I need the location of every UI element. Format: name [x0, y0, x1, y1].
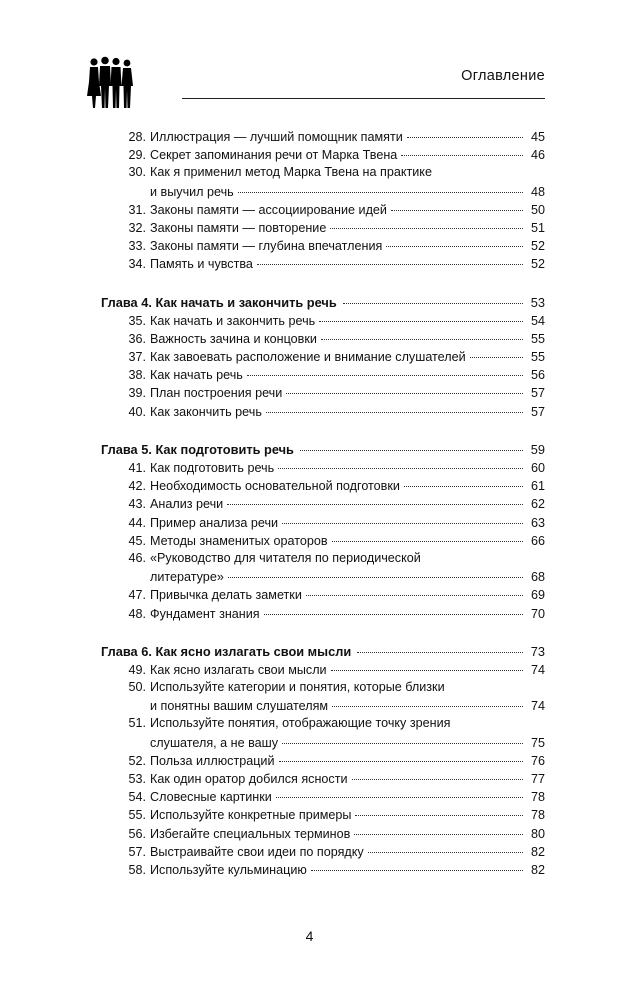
entry-page: 51 — [530, 220, 545, 235]
entry-page: 57 — [530, 386, 545, 401]
entry-title: Анализ речи — [150, 497, 224, 512]
entry-number: 34. — [128, 257, 146, 272]
chapter-page: 73 — [530, 643, 545, 659]
dot-leader — [401, 142, 523, 156]
dot-leader — [227, 491, 523, 505]
entry-page: 55 — [530, 350, 545, 365]
entry-number: 37. — [128, 350, 146, 365]
entry-title: Как подготовить речь — [150, 461, 275, 475]
dot-leader — [425, 546, 523, 559]
dot-leader — [279, 748, 524, 762]
entry-title: Важность зачина и концовки — [150, 331, 317, 346]
dot-leader — [331, 657, 523, 671]
entry-title: Необходимость основательной подготовки — [150, 479, 400, 494]
entry-page: 52 — [530, 257, 545, 272]
dot-leader — [355, 802, 523, 816]
entry-title: Законы памяти — повторение — [150, 220, 327, 235]
dot-leader — [352, 766, 523, 780]
entry-title: Пример анализа речи — [150, 515, 279, 530]
dot-leader — [278, 455, 523, 469]
entry-page: 63 — [530, 515, 545, 530]
entry-number: 29. — [128, 148, 146, 163]
entry-page: 69 — [530, 588, 545, 603]
entry-title: Иллюстрация — лучший помощник памяти — [150, 130, 403, 144]
dot-leader — [332, 528, 523, 542]
toc-entry — [101, 254, 545, 272]
entry-title: Избегайте специальных терминов — [150, 826, 351, 841]
entry-number: 54. — [128, 790, 146, 805]
entry-title: План построения речи — [150, 386, 283, 401]
entry-page: 45 — [530, 130, 545, 144]
entry-page: 57 — [530, 404, 545, 419]
dot-leader — [319, 308, 523, 322]
entry-number: 38. — [128, 368, 146, 383]
dot-leader — [449, 675, 523, 688]
toc-entry — [101, 402, 545, 420]
entry-number: 45. — [128, 533, 146, 548]
entry-number: 56. — [128, 826, 146, 841]
dot-leader — [343, 290, 523, 304]
entry-page: 80 — [530, 826, 545, 841]
entry-page: 76 — [530, 753, 545, 768]
entry-title: Используйте категории и понятия, которые близки — [150, 680, 445, 695]
entry-title: Фундамент знания — [150, 606, 260, 621]
entry-number: 28. — [128, 130, 146, 144]
dot-leader — [238, 179, 523, 193]
entry-page: 55 — [530, 331, 545, 346]
entry-title: Законы памяти — ассоциирование идей — [150, 202, 387, 217]
dot-leader — [266, 399, 523, 413]
entry-page: 62 — [530, 497, 545, 512]
entry-page: 68 — [530, 570, 545, 585]
entry-number: 52. — [128, 753, 146, 768]
entry-title: «Руководство для читателя по периодической — [150, 550, 421, 565]
table-of-contents — [101, 127, 545, 878]
entry-title: Польза иллюстраций — [150, 753, 275, 768]
entry-title: Используйте кульминацию — [150, 862, 307, 877]
dot-leader — [436, 160, 523, 173]
dot-leader — [368, 839, 523, 853]
dot-leader — [330, 215, 523, 229]
entry-title: слушателя, а не вашу — [150, 735, 279, 750]
entry-page: 82 — [530, 844, 545, 859]
dot-leader — [282, 510, 523, 524]
entry-title: Как ясно излагать свои мысли — [150, 662, 327, 677]
entry-page: 56 — [530, 368, 545, 383]
dot-leader — [386, 233, 523, 247]
entry-page: 75 — [530, 735, 545, 750]
dot-leader — [407, 124, 523, 138]
entry-number: 44. — [128, 515, 146, 530]
header-title: Оглавление — [461, 68, 545, 84]
entry-title: Используйте понятия, отображающие точку зрения — [150, 716, 451, 731]
entry-title: Как закончить речь — [150, 404, 262, 419]
entry-page: 54 — [530, 313, 545, 328]
entry-page: 52 — [530, 239, 545, 254]
entry-title: Как начать и закончить речь — [150, 313, 316, 328]
dot-leader — [391, 197, 523, 211]
entry-number: 41. — [128, 461, 146, 475]
entry-page: 77 — [530, 772, 545, 786]
entry-page: 50 — [530, 202, 545, 217]
entry-number: 51. — [128, 716, 146, 731]
chapter-page: 59 — [530, 441, 545, 457]
entry-page: 60 — [530, 461, 545, 475]
entry-page: 46 — [530, 148, 545, 163]
dot-leader — [247, 362, 523, 376]
dot-leader — [332, 693, 523, 707]
entry-number: 31. — [128, 202, 146, 217]
page-number: 4 — [305, 928, 314, 944]
dot-leader — [300, 437, 523, 451]
entry-number: 50. — [128, 680, 146, 695]
dot-leader — [311, 857, 523, 871]
entry-page: 70 — [530, 606, 545, 621]
entry-number: 58. — [128, 862, 146, 877]
dot-leader — [264, 601, 523, 615]
entry-number: 46. — [128, 550, 146, 565]
entry-title: и выучил речь — [150, 184, 234, 199]
entry-title: Словесные картинки — [150, 790, 272, 805]
dot-leader — [282, 730, 523, 744]
dot-leader — [228, 564, 523, 578]
entry-title: Как начать речь — [150, 368, 243, 383]
header-rule — [182, 98, 545, 99]
toc-entry — [101, 860, 545, 878]
entry-number: 47. — [128, 588, 146, 603]
entry-number: 55. — [128, 808, 146, 823]
entry-number: 57. — [128, 844, 146, 859]
entry-title: Память и чувства — [150, 257, 253, 272]
chapter-page: 53 — [530, 294, 545, 310]
chapter-title: Глава 4. Как начать и закончить речь — [101, 294, 337, 310]
entry-number: 35. — [128, 313, 146, 328]
entry-title: Используйте конкретные примеры — [150, 808, 352, 823]
entry-number: 33. — [128, 239, 146, 254]
toc-entry — [101, 604, 545, 622]
entry-title: Методы знаменитых ораторов — [150, 533, 328, 548]
dot-leader — [286, 380, 523, 394]
entry-number: 40. — [128, 404, 146, 419]
entry-page: 78 — [530, 808, 545, 823]
entry-number: 39. — [128, 386, 146, 401]
entry-title: Законы памяти — глубина впечатления — [150, 239, 383, 254]
dot-leader — [306, 582, 523, 596]
dot-leader — [470, 344, 523, 358]
entry-number: 53. — [128, 772, 146, 786]
chapter-title: Глава 5. Как подготовить речь — [101, 441, 294, 457]
entry-page: 48 — [530, 184, 545, 199]
dot-leader — [354, 821, 523, 835]
dot-leader — [454, 711, 523, 724]
entry-page: 61 — [530, 479, 545, 494]
entry-number: 49. — [128, 662, 146, 677]
entry-page: 82 — [530, 862, 545, 877]
entry-number: 36. — [128, 331, 146, 346]
entry-title: Привычка делать заметки — [150, 588, 302, 603]
chapter-title: Глава 6. Как ясно излагать свои мысли — [101, 643, 352, 659]
dot-leader — [321, 326, 523, 340]
entry-title: литературе» — [150, 570, 224, 585]
entry-page: 78 — [530, 790, 545, 805]
entry-number: 43. — [128, 497, 146, 512]
entry-title: Секрет запоминания речи от Марка Твена — [150, 148, 398, 163]
people-silhouette-logo — [86, 56, 138, 110]
entry-number: 42. — [128, 479, 146, 494]
entry-number: 48. — [128, 606, 146, 621]
entry-number: 30. — [128, 165, 146, 180]
dot-leader — [276, 784, 523, 798]
entry-title: Выстраивайте свои идеи по порядку — [150, 844, 364, 859]
entry-number: 32. — [128, 220, 146, 235]
entry-page: 74 — [530, 662, 545, 677]
entry-title: и понятны вашим слушателям — [150, 699, 329, 714]
dot-leader — [404, 473, 523, 487]
dot-leader — [357, 639, 523, 653]
entry-page: 74 — [530, 699, 545, 714]
entry-title: Как один оратор добился ясности — [150, 772, 348, 786]
entry-title: Как я применил метод Марка Твена на практике — [150, 165, 432, 180]
entry-page: 66 — [530, 533, 545, 548]
entry-title: Как завоевать расположение и внимание слушателей — [150, 350, 466, 365]
dot-leader — [257, 251, 523, 265]
